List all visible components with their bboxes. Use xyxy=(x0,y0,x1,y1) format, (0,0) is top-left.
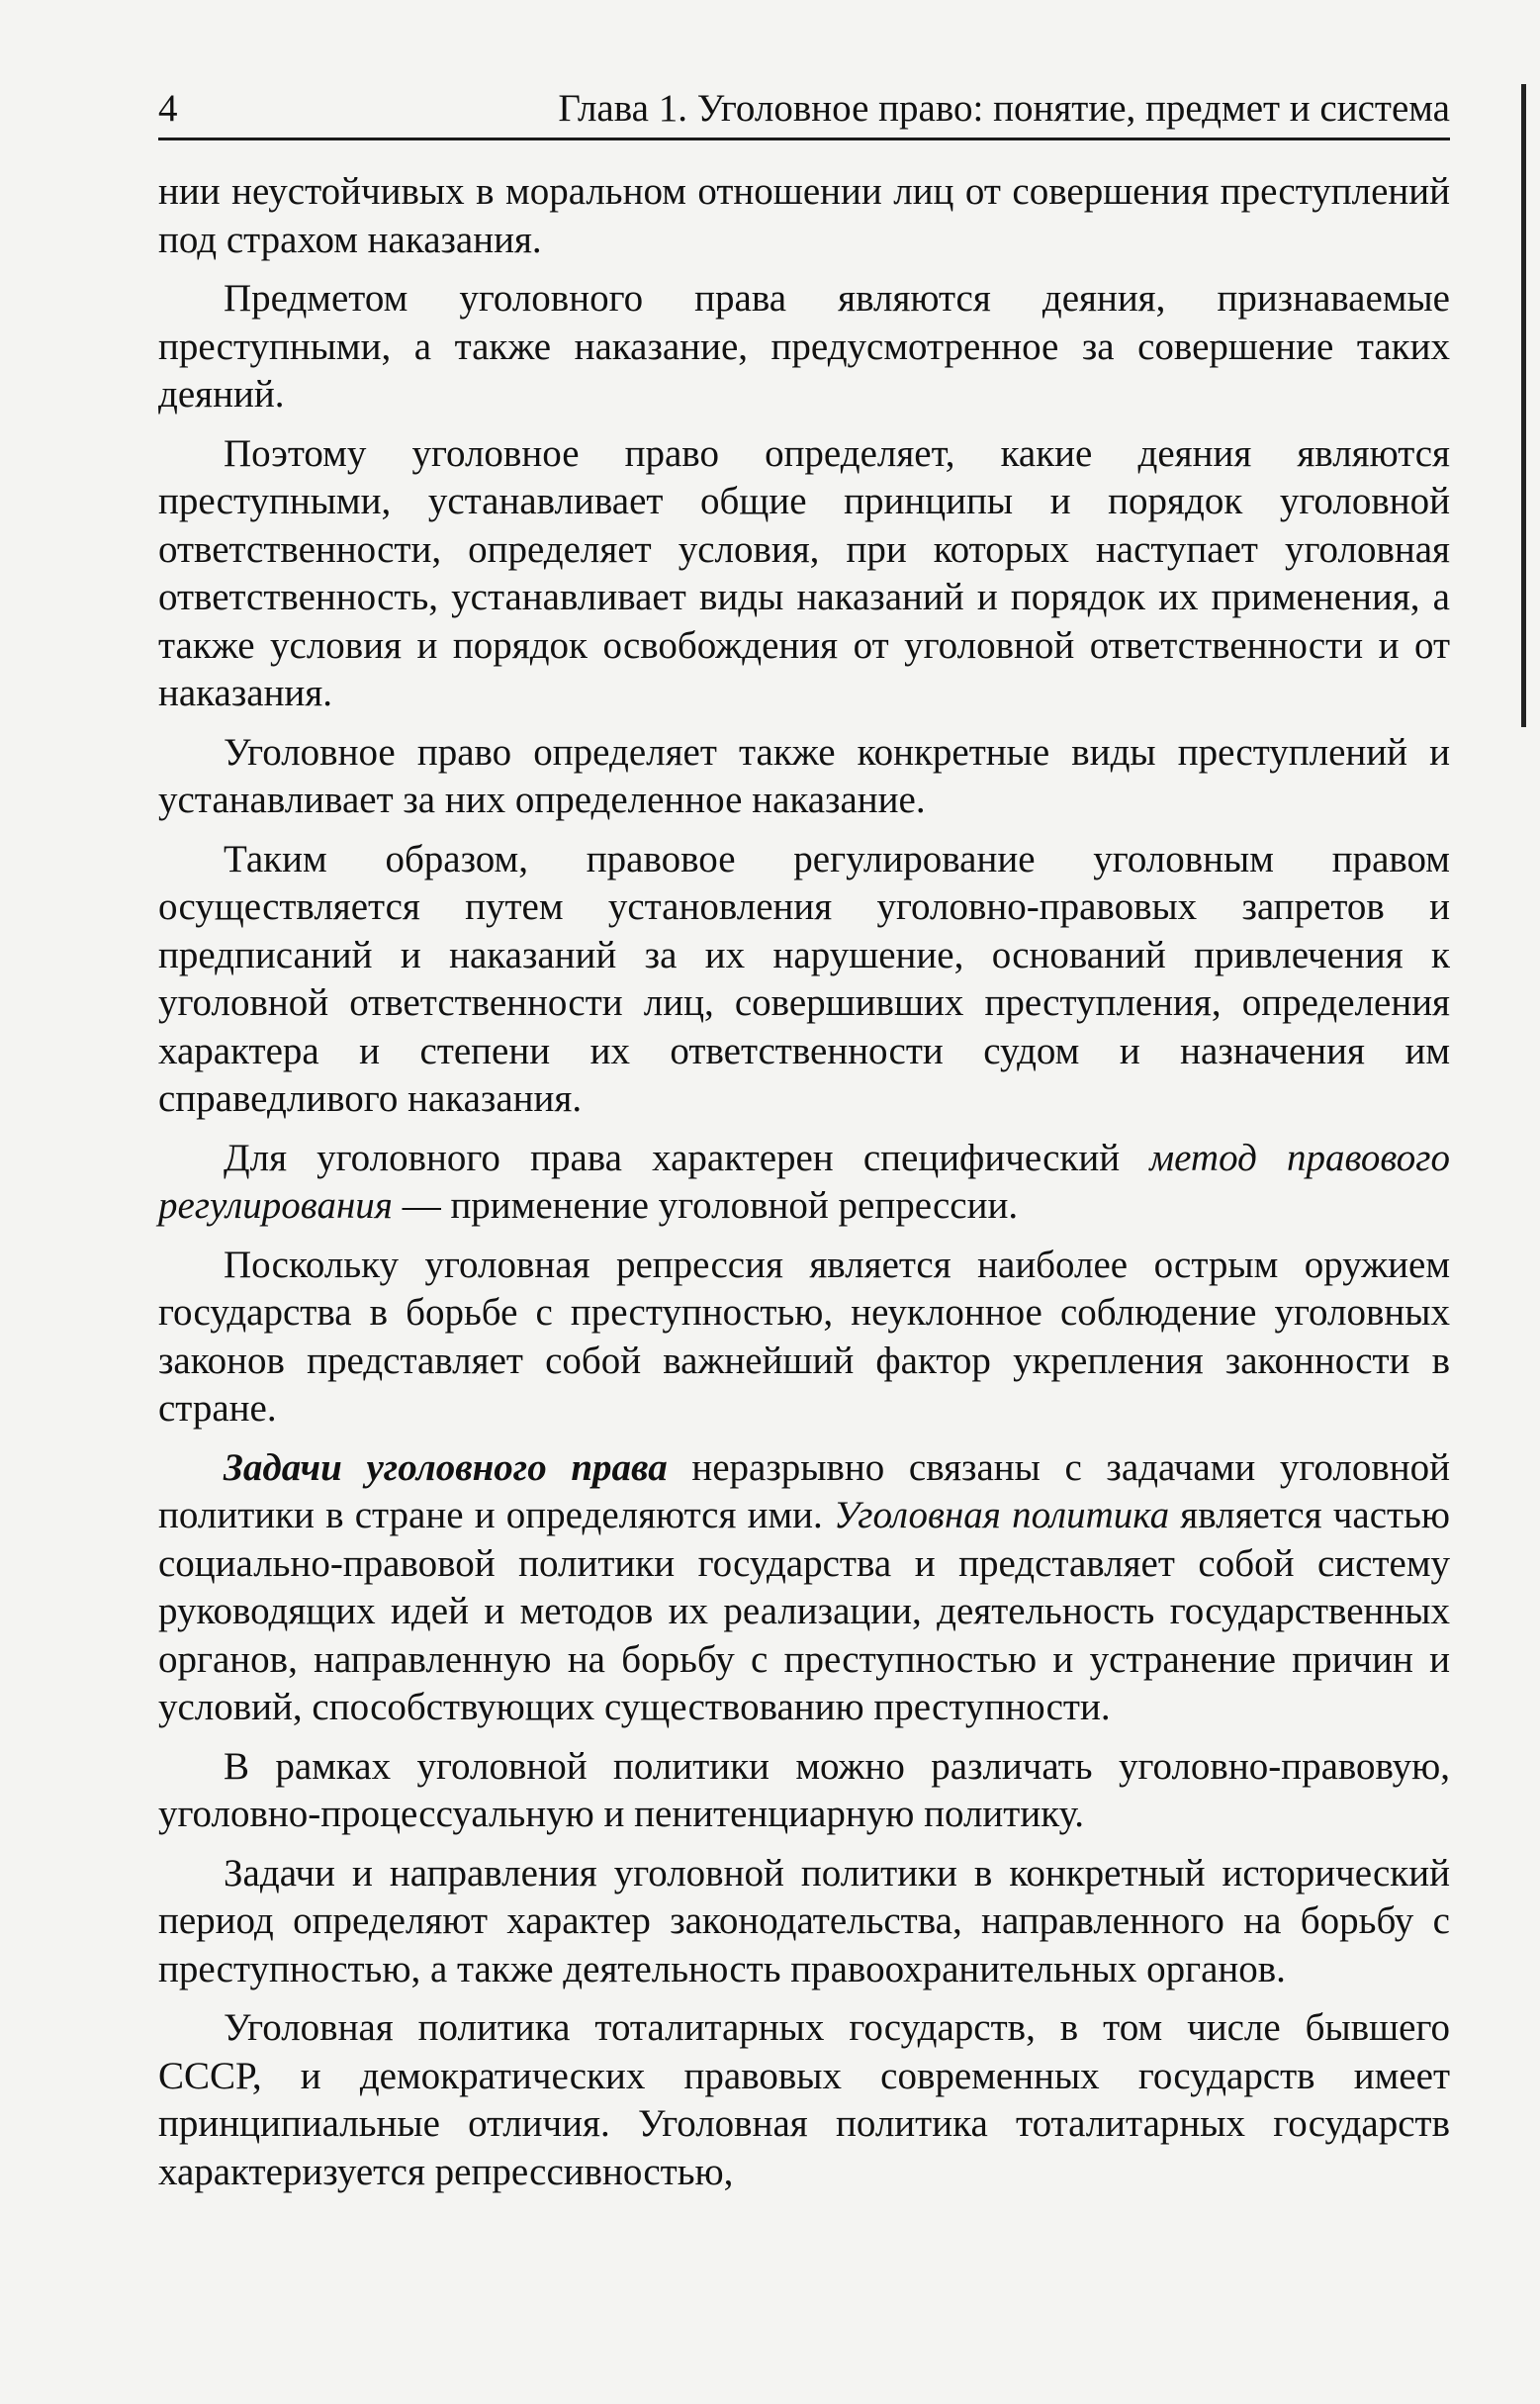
paragraph-6-text-b: — применение уголовной репрессии. xyxy=(392,1184,1019,1227)
paragraph-8-text-a: неразрывно связаны с задачами уголовной политики в стране и определяются ими. xyxy=(158,1445,1450,1536)
term-tasks: Задачи уголовного права xyxy=(224,1445,668,1489)
paragraph-3: Поэтому уголовное право определяет, какие деяния являются преступными, устанавливает общие принципы и порядок уголовной ответственности, определяет условия, при которых наступает уголовная ответственность, устанавливает виды наказаний и порядок их применения, а также условия и порядок освобождения от уголовной ответственности и от наказания. xyxy=(158,431,1450,714)
paragraph-8-text-b: является частью социально-правовой политики государства и представляет собой систему руководящих идей и методов их реализации, деятельность государственных органов, направленную на борьбу с преступностью и устранение причин и условий, способствующих существованию преступности. xyxy=(158,1494,1450,1728)
paragraph-1: нии неустойчивых в моральном отношении лиц от совершения преступлений под страхом наказания. xyxy=(158,170,1450,261)
term-method: метод правового регулирования xyxy=(158,1136,1451,1227)
paragraph-6 xyxy=(158,1135,1450,1231)
term-criminal-policy: Уголовная политика xyxy=(833,1494,1170,1536)
paragraph-6-text-a: Для уголовного права характерен специфический xyxy=(224,1136,1150,1179)
running-header xyxy=(158,84,1450,140)
paragraph-8 xyxy=(158,1444,1450,1732)
book-page xyxy=(158,84,1450,2207)
chapter-title: Глава 1. Уголовное право: понятие, предмет и система xyxy=(558,87,1450,130)
paragraph-10: Задачи и направления уголовной политики в конкретный исторический период определяют характер законодательства, направленного на борьбу с преступностью, а также деятельность правоохранительных органов. xyxy=(158,1851,1450,1990)
page-edge-bar xyxy=(1521,84,1526,727)
paragraph-11: Уголовная политика тоталитарных государств, в том числе бывшего СССР, и демократических правовых современных государств имеет принципиальные отличия. Уголовная политика тоталитарных государств характеризуется репрессивностью, xyxy=(158,2006,1450,2193)
paragraph-2: Предметом уголовного права являются деяния, признаваемые преступными, а также наказание, предусмотренное за совершение таких деяний. xyxy=(158,277,1450,416)
paragraph-7: Поскольку уголовная репрессия является наиболее острым оружием государства в борьбе с преступностью, неуклонное соблюдение уголовных законов представляет собой важнейший фактор укрепления законности в стране. xyxy=(158,1243,1450,1430)
paragraph-9: В рамках уголовной политики можно различать уголовно-правовую, уголовно-процессуальную и пенитенциарную политику. xyxy=(158,1744,1450,1835)
page-number: 4 xyxy=(158,87,178,130)
paragraph-5: Таким образом, правовое регулирование уголовным правом осуществляется путем установления уголовно-правовых запретов и предписаний и наказаний за их нарушение, оснований привлечения к уголовной ответственности лиц, совершивших преступления, определения характера и степени их ответственности судом и назначения им справедливого наказания. xyxy=(158,837,1450,1120)
body-text xyxy=(158,168,1450,2196)
paragraph-4: Уголовное право определяет также конкретные виды преступлений и устанавливает за них определенное наказание. xyxy=(158,730,1450,821)
